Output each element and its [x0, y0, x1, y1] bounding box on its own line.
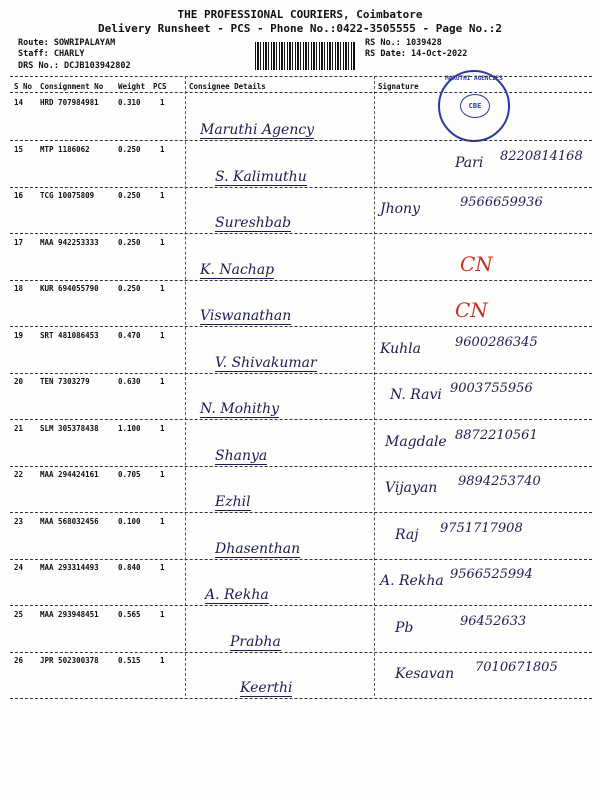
row-signature: Kuhla [380, 340, 422, 357]
row-signature: Kesavan [395, 666, 455, 682]
col-consignment: Consignment No [40, 82, 104, 91]
row-pcs: 1 [160, 563, 165, 572]
row-pcs: 1 [160, 191, 165, 200]
row-consignee-handwriting: Ezhil [215, 494, 251, 510]
row-consignment-no: SRT 481086453 [40, 330, 99, 340]
row-consignee-handwriting: S. Kalimuthu [215, 168, 307, 185]
row-signature: N. Ravi [390, 387, 442, 403]
row-consignee-handwriting: Shanya [215, 447, 268, 464]
row-separator [10, 605, 592, 606]
row-phone-handwriting: 8220814168 [500, 148, 583, 164]
col-consignee: Consignee Details [189, 82, 266, 91]
row-consignee-handwriting: Sureshbab [215, 215, 292, 231]
row-phone-handwriting: 9751717908 [440, 520, 523, 536]
row-consignment-no: HRD 707984981 [40, 98, 99, 107]
row-signature: Pari [455, 154, 484, 171]
row-consignment-no: MAA 293948451 [40, 609, 99, 619]
row-phone-handwriting: 9003755956 [450, 381, 533, 396]
row-phone-handwriting: 9894253740 [458, 474, 541, 489]
row-consignment-no: MAA 294424161 [40, 470, 99, 479]
col-weight: Weight [118, 82, 146, 91]
row-consignment-no: MAA 942253333 [40, 237, 99, 247]
row-pcs: 1 [160, 656, 165, 665]
company-title: THE PROFESSIONAL COURIERS, Coimbatore [177, 8, 423, 21]
row-weight: 0.565 [118, 609, 141, 619]
row-sno: 16 [14, 191, 24, 200]
row-sno: 23 [14, 516, 24, 526]
row-consignment-no: MAA 568032456 [40, 516, 99, 526]
staff-label: Staff: CHARLY [18, 49, 85, 59]
row-phone-handwriting: 96452633 [460, 613, 527, 629]
row-separator [10, 466, 592, 467]
row-consignment-no: MAA 293314493 [40, 563, 99, 572]
row-separator [10, 140, 592, 141]
row-signature: CN [455, 298, 488, 322]
col-pcs: PCS [153, 82, 167, 91]
row-weight: 0.705 [118, 470, 141, 479]
row-consignment-no: SLM 305378438 [40, 423, 99, 433]
row-pcs: 1 [160, 330, 165, 340]
row-pcs: 1 [160, 377, 165, 386]
stamp-ring-text: MARUTHI AGENCIES [445, 75, 503, 82]
row-weight: 0.840 [118, 563, 141, 572]
stamp-center: CBE [460, 94, 490, 118]
row-consignment-no: MTP 1186062 [40, 144, 90, 154]
row-consignment-no: KUR 694055790 [40, 284, 99, 293]
row-sno: 22 [14, 470, 24, 479]
row-consignment-no: TCG 10075809 [40, 191, 95, 200]
rs-number: RS No.: 1039428 [365, 38, 442, 48]
row-pcs: 1 [160, 470, 165, 479]
row-sno: 14 [14, 98, 24, 107]
row-signature: Pb [395, 619, 414, 636]
row-signature: CN [460, 251, 493, 276]
row-phone-handwriting: 9566659936 [460, 195, 543, 210]
row-separator [10, 233, 592, 234]
row-signature: Raj [395, 526, 419, 543]
row-signature: Vijayan [385, 480, 438, 496]
row-weight: 0.470 [118, 330, 141, 340]
route-label: Route: SOWRIPALAYAM [18, 38, 116, 48]
row-consignee-handwriting: Maruthi Agency [200, 122, 315, 138]
row-weight: 0.100 [118, 516, 141, 526]
row-separator [10, 280, 592, 281]
row-separator [10, 187, 592, 188]
row-separator [10, 698, 592, 699]
row-weight: 0.630 [118, 377, 141, 386]
row-signature: A. Rekha [380, 573, 444, 589]
row-sno: 21 [14, 423, 24, 433]
row-sno: 24 [14, 563, 24, 572]
row-pcs: 1 [160, 609, 165, 619]
row-consignee-handwriting: N. Mohithy [200, 401, 280, 417]
row-sno: 25 [14, 609, 24, 619]
row-weight: 0.250 [118, 144, 141, 154]
row-pcs: 1 [160, 237, 165, 247]
row-phone-handwriting: 7010671805 [475, 660, 558, 675]
column-divider [185, 76, 186, 696]
row-separator [10, 326, 592, 327]
row-consignee-handwriting: Keerthi [240, 680, 293, 696]
row-weight: 0.250 [118, 284, 141, 293]
row-consignee-handwriting: Dhasenthan [215, 540, 301, 557]
drs-label: DRS No.: DCJB103942802 [18, 61, 131, 71]
row-consignee-handwriting: V. Shivakumar [215, 354, 317, 371]
barcode [255, 42, 355, 70]
row-consignee-handwriting: Viswanathan [200, 308, 292, 324]
row-sno: 19 [14, 330, 24, 340]
row-consignment-no: JPR 502300378 [40, 656, 99, 665]
row-separator [10, 373, 592, 374]
agency-stamp [438, 70, 510, 142]
row-weight: 0.250 [118, 237, 141, 247]
row-consignee-handwriting: Prabha [230, 633, 281, 650]
row-sno: 17 [14, 237, 24, 247]
col-signature: Signature [378, 82, 419, 91]
row-consignment-no: TEN 7303279 [40, 377, 90, 386]
col-sno: S No [14, 82, 33, 91]
column-divider [374, 76, 375, 696]
row-phone-handwriting: 8872210561 [455, 427, 538, 443]
row-pcs: 1 [160, 98, 165, 107]
row-pcs: 1 [160, 284, 165, 293]
row-pcs: 1 [160, 144, 165, 154]
row-weight: 0.515 [118, 656, 141, 665]
row-pcs: 1 [160, 516, 165, 526]
rs-date: RS Date: 14-Oct-2022 [365, 49, 468, 59]
row-sno: 26 [14, 656, 24, 665]
row-signature: Jhony [380, 201, 420, 217]
row-phone-handwriting: 9566525994 [450, 567, 533, 582]
row-signature: Magdale [385, 433, 447, 450]
row-sno: 18 [14, 284, 24, 293]
row-weight: 0.250 [118, 191, 141, 200]
row-sno: 20 [14, 377, 24, 386]
row-separator [10, 419, 592, 420]
row-consignee-handwriting: K. Nachap [200, 261, 275, 278]
row-pcs: 1 [160, 423, 165, 433]
runsheet-title: Delivery Runsheet - PCS - Phone No.:0422-3505555 - Page No.:2 [98, 22, 502, 35]
row-sno: 15 [14, 144, 24, 154]
row-separator [10, 512, 592, 513]
row-phone-handwriting: 9600286345 [455, 334, 538, 350]
row-weight: 1.100 [118, 423, 141, 433]
row-consignee-handwriting: A. Rekha [205, 587, 269, 603]
row-separator [10, 652, 592, 653]
row-separator [10, 559, 592, 560]
row-weight: 0.310 [118, 98, 141, 107]
